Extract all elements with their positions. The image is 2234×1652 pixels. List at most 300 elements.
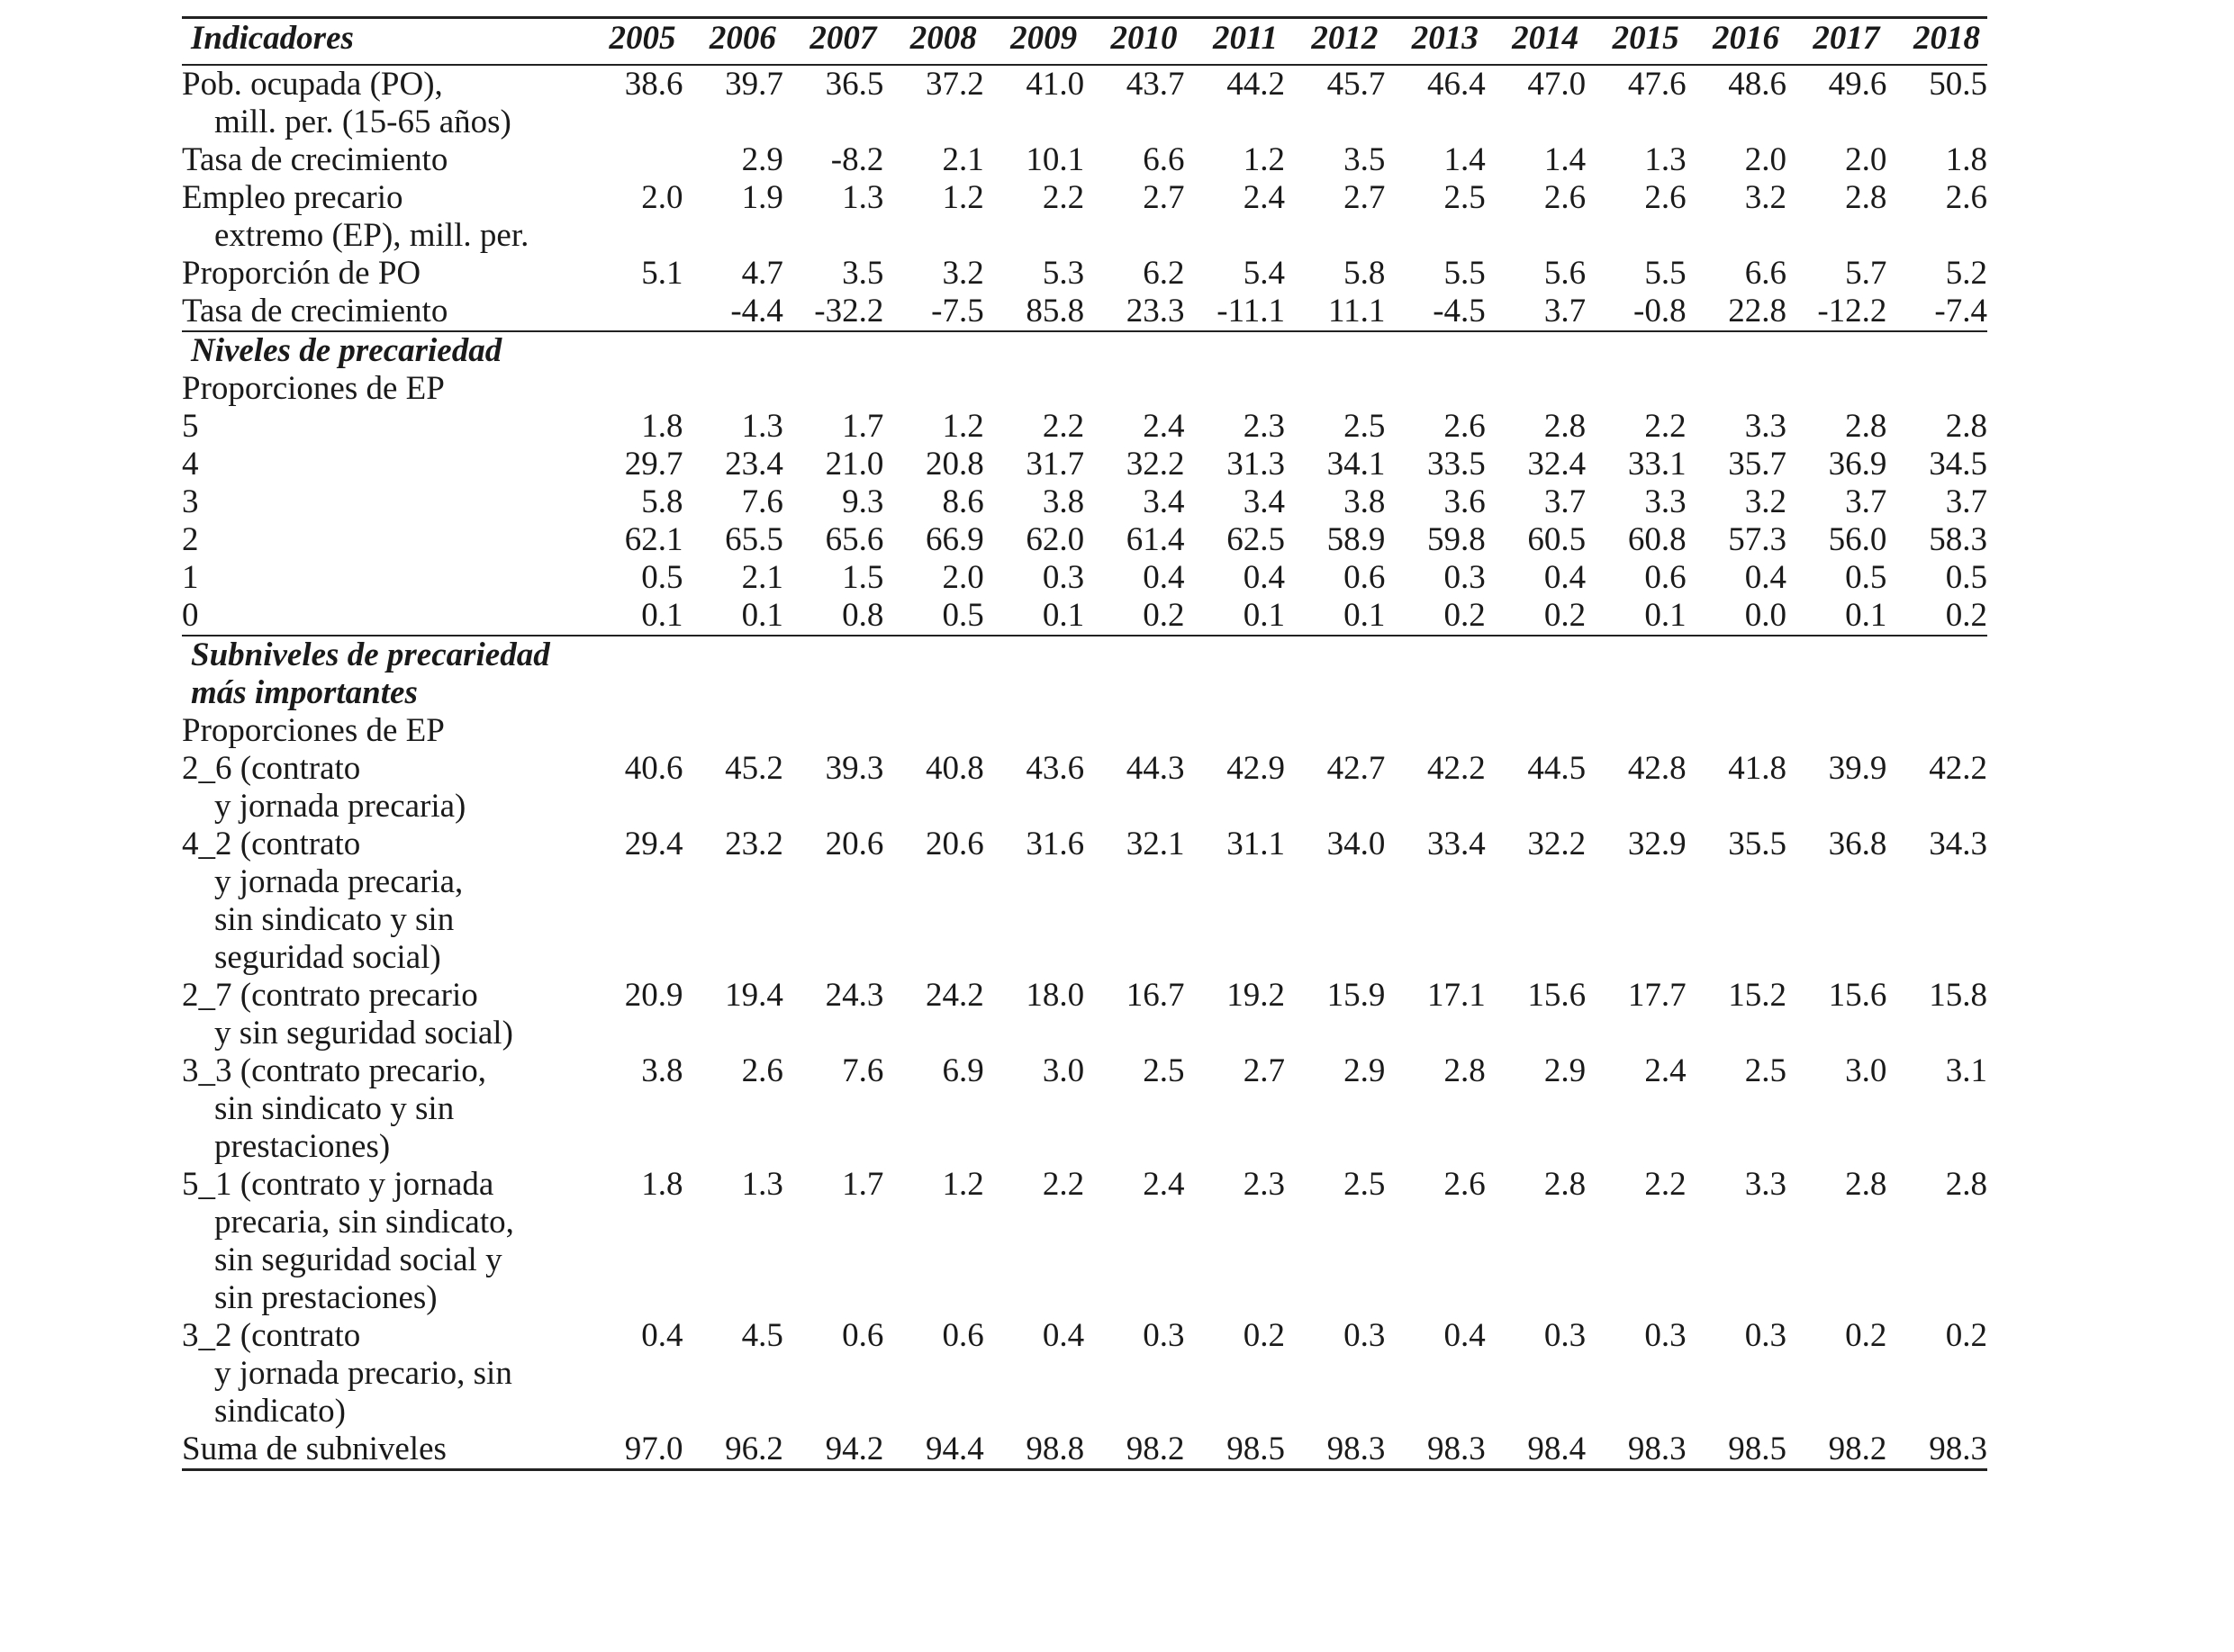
cell-value: 8.6 bbox=[942, 483, 984, 520]
header-year: 2016 bbox=[1712, 20, 1779, 57]
cell-value: 34.0 bbox=[1326, 826, 1386, 862]
cell-value: 3.5 bbox=[842, 255, 884, 292]
row-label-line: Niveles de precariedad bbox=[191, 332, 502, 369]
cell-value: -11.1 bbox=[1216, 293, 1285, 329]
table-row bbox=[182, 826, 1987, 977]
table-row bbox=[182, 559, 1987, 597]
cell-value: 36.8 bbox=[1828, 826, 1887, 862]
header-year: 2013 bbox=[1411, 20, 1479, 57]
cell-value: 23.3 bbox=[1126, 293, 1185, 329]
section-title bbox=[182, 636, 583, 712]
cell-value: 1.3 bbox=[842, 179, 884, 216]
cell-value: 0.4 bbox=[1143, 559, 1185, 596]
cell-value: 2.2 bbox=[1042, 1166, 1085, 1203]
cell-value: 2.6 bbox=[1945, 179, 1987, 216]
cell-value bbox=[1687, 370, 1786, 408]
cell-value: 31.3 bbox=[1226, 446, 1285, 483]
row-label bbox=[182, 141, 583, 179]
row-label-line: 2_7 (contrato precario bbox=[182, 977, 478, 1014]
section-header-row bbox=[182, 636, 1987, 712]
cell-value bbox=[1687, 712, 1786, 750]
row-label-line: Proporción de PO bbox=[182, 255, 421, 292]
cell-value: -4.5 bbox=[1433, 293, 1486, 329]
cell-value bbox=[1886, 712, 1987, 750]
cell-value: 4.7 bbox=[741, 255, 783, 292]
row-label bbox=[182, 255, 583, 293]
cell-value: 49.6 bbox=[1828, 66, 1887, 103]
cell-value bbox=[1084, 331, 1184, 370]
cell-value: 5.8 bbox=[1343, 255, 1386, 292]
cell-value bbox=[984, 636, 1084, 712]
table-row bbox=[182, 370, 1987, 408]
cell-value: 0.5 bbox=[641, 559, 683, 596]
cell-value: 1.2 bbox=[1243, 141, 1285, 178]
cell-value: 42.8 bbox=[1627, 750, 1687, 787]
cell-value: 46.4 bbox=[1427, 66, 1486, 103]
cell-value: 33.5 bbox=[1427, 446, 1486, 483]
cell-value bbox=[1285, 712, 1385, 750]
cell-value bbox=[1185, 370, 1285, 408]
cell-value bbox=[683, 636, 783, 712]
cell-value bbox=[1687, 331, 1786, 370]
cell-value: 0.4 bbox=[1744, 559, 1786, 596]
cell-value: 2.2 bbox=[1644, 408, 1687, 445]
cell-value: 0.4 bbox=[1543, 559, 1587, 596]
cell-value: 0.3 bbox=[1644, 1317, 1687, 1354]
cell-value: 35.5 bbox=[1728, 826, 1786, 862]
cell-value: 94.2 bbox=[825, 1431, 884, 1467]
cell-value: 35.7 bbox=[1728, 446, 1786, 483]
table-row bbox=[182, 65, 1987, 141]
row-label bbox=[182, 977, 583, 1052]
cell-value bbox=[883, 331, 983, 370]
cell-value bbox=[1385, 636, 1485, 712]
cell-value bbox=[1586, 370, 1686, 408]
cell-value: 0.5 bbox=[942, 597, 984, 634]
cell-value: 2.3 bbox=[1243, 1166, 1285, 1203]
cell-value: 1.8 bbox=[641, 408, 683, 445]
cell-value: 98.3 bbox=[1929, 1431, 1987, 1467]
cell-value: 11.1 bbox=[1327, 293, 1386, 329]
cell-value bbox=[883, 370, 983, 408]
cell-value bbox=[1084, 712, 1184, 750]
cell-value bbox=[1886, 331, 1987, 370]
cell-value: 2.8 bbox=[1543, 408, 1587, 445]
cell-value bbox=[583, 636, 683, 712]
cell-value bbox=[1385, 712, 1485, 750]
cell-value: 37.2 bbox=[925, 66, 984, 103]
row-label bbox=[182, 65, 583, 141]
cell-value: 31.7 bbox=[1026, 446, 1085, 483]
table-row bbox=[182, 1166, 1987, 1317]
cell-value: 15.6 bbox=[1527, 977, 1587, 1014]
cell-value bbox=[1486, 370, 1586, 408]
cell-value: 20.6 bbox=[825, 826, 884, 862]
cell-value: 3.7 bbox=[1543, 293, 1587, 329]
cell-value: 2.8 bbox=[1845, 179, 1887, 216]
row-label bbox=[182, 483, 583, 521]
row-label-line: sin sindicato y sin bbox=[214, 901, 455, 938]
cell-value: 59.8 bbox=[1427, 521, 1486, 558]
table-row bbox=[182, 1431, 1987, 1470]
row-label-line: 3_3 (contrato precario, bbox=[182, 1052, 486, 1089]
row-label-line: 1 bbox=[182, 559, 199, 596]
row-label-line: 4 bbox=[182, 446, 199, 483]
row-label-line: 3 bbox=[182, 483, 199, 520]
cell-value: 1.7 bbox=[842, 1166, 884, 1203]
cell-value: 0.1 bbox=[641, 597, 683, 634]
header-year: 2005 bbox=[609, 20, 676, 57]
cell-value: 47.6 bbox=[1627, 66, 1687, 103]
cell-value: 15.9 bbox=[1326, 977, 1386, 1014]
cell-value: 0.1 bbox=[1243, 597, 1285, 634]
cell-value: 0.3 bbox=[1744, 1317, 1786, 1354]
cell-value: 0.2 bbox=[1143, 597, 1185, 634]
cell-value bbox=[783, 331, 883, 370]
cell-value: 98.3 bbox=[1427, 1431, 1486, 1467]
cell-value: 0.0 bbox=[1744, 597, 1786, 634]
cell-value: 1.3 bbox=[741, 1166, 783, 1203]
cell-value: 34.1 bbox=[1326, 446, 1386, 483]
row-label bbox=[182, 1317, 583, 1431]
cell-value: 0.3 bbox=[1443, 559, 1486, 596]
cell-value: 2.6 bbox=[741, 1052, 783, 1089]
cell-value: 32.9 bbox=[1627, 826, 1687, 862]
cell-value: 98.3 bbox=[1627, 1431, 1687, 1467]
cell-value: 32.2 bbox=[1527, 826, 1587, 862]
cell-value: 0.3 bbox=[1143, 1317, 1185, 1354]
cell-value: 0.3 bbox=[1343, 1317, 1386, 1354]
header-label: Indicadores bbox=[191, 20, 354, 57]
cell-value: 2.6 bbox=[1543, 179, 1587, 216]
cell-value: 2.4 bbox=[1143, 408, 1185, 445]
cell-value: 98.4 bbox=[1527, 1431, 1587, 1467]
cell-value bbox=[583, 293, 683, 331]
cell-value: 3.3 bbox=[1744, 408, 1786, 445]
cell-value: 39.3 bbox=[825, 750, 884, 787]
header-year: 2007 bbox=[809, 20, 877, 57]
cell-value bbox=[1285, 370, 1385, 408]
cell-value bbox=[1786, 636, 1886, 712]
cell-value: 7.6 bbox=[741, 483, 783, 520]
cell-value: 1.3 bbox=[741, 408, 783, 445]
cell-value bbox=[1786, 712, 1886, 750]
cell-value bbox=[1084, 636, 1184, 712]
cell-value: 2.6 bbox=[1644, 179, 1687, 216]
row-label-line: y jornada precaria, bbox=[214, 863, 464, 900]
row-label bbox=[182, 446, 583, 483]
cell-value: 43.7 bbox=[1126, 66, 1185, 103]
section-title bbox=[182, 331, 583, 370]
cell-value: 29.7 bbox=[624, 446, 683, 483]
cell-value: 42.9 bbox=[1226, 750, 1285, 787]
cell-value: 0.2 bbox=[1543, 597, 1587, 634]
cell-value: 1.2 bbox=[942, 1166, 984, 1203]
header-year: 2006 bbox=[709, 20, 776, 57]
cell-value: 2.0 bbox=[641, 179, 683, 216]
cell-value bbox=[984, 370, 1084, 408]
header-year: 2017 bbox=[1813, 20, 1880, 57]
header-year: 2011 bbox=[1212, 20, 1278, 57]
header-year: 2014 bbox=[1512, 20, 1579, 57]
cell-value: 4.5 bbox=[741, 1317, 783, 1354]
cell-value: 0.5 bbox=[1845, 559, 1887, 596]
cell-value: -4.4 bbox=[730, 293, 783, 329]
row-label bbox=[182, 179, 583, 255]
cell-value: 24.2 bbox=[925, 977, 984, 1014]
row-label-line: 5_1 (contrato y jornada bbox=[182, 1166, 494, 1203]
cell-value: 43.6 bbox=[1026, 750, 1085, 787]
cell-value: 1.9 bbox=[741, 179, 783, 216]
cell-value: 1.2 bbox=[942, 179, 984, 216]
cell-value: 36.9 bbox=[1828, 446, 1887, 483]
row-label-line: 4_2 (contrato bbox=[182, 826, 361, 862]
cell-value: 29.4 bbox=[624, 826, 683, 862]
cell-value: 32.2 bbox=[1126, 446, 1185, 483]
cell-value: 2.2 bbox=[1042, 179, 1085, 216]
row-label bbox=[182, 293, 583, 331]
cell-value bbox=[1786, 370, 1886, 408]
cell-value: 15.8 bbox=[1929, 977, 1987, 1014]
cell-value: 2.2 bbox=[1042, 408, 1085, 445]
table-row bbox=[182, 141, 1987, 179]
row-label-line: sin sindicato y sin bbox=[214, 1090, 455, 1127]
cell-value: 2.6 bbox=[1443, 408, 1486, 445]
header-year: 2015 bbox=[1612, 20, 1679, 57]
cell-value: 98.2 bbox=[1126, 1431, 1185, 1467]
cell-value: 85.8 bbox=[1026, 293, 1085, 329]
row-label-line: 2 bbox=[182, 521, 199, 558]
row-label-line: más importantes bbox=[191, 674, 418, 711]
cell-value: 2.2 bbox=[1644, 1166, 1687, 1203]
cell-value bbox=[683, 370, 783, 408]
cell-value: 2.4 bbox=[1243, 179, 1285, 216]
cell-value: 2.0 bbox=[1845, 141, 1887, 178]
cell-value: 0.2 bbox=[1243, 1317, 1285, 1354]
row-label-line: 3_2 (contrato bbox=[182, 1317, 361, 1354]
cell-value: 40.8 bbox=[925, 750, 984, 787]
cell-value: 3.7 bbox=[1845, 483, 1887, 520]
cell-value: 2.5 bbox=[1744, 1052, 1786, 1089]
table-row bbox=[182, 1317, 1987, 1431]
cell-value: 39.7 bbox=[725, 66, 783, 103]
cell-value: 1.8 bbox=[1945, 141, 1987, 178]
cell-value: 2.0 bbox=[942, 559, 984, 596]
cell-value: 3.3 bbox=[1744, 1166, 1786, 1203]
cell-value bbox=[1486, 331, 1586, 370]
cell-value: 20.8 bbox=[925, 446, 984, 483]
cell-value: 60.8 bbox=[1627, 521, 1687, 558]
table-row bbox=[182, 293, 1987, 331]
cell-value: 44.5 bbox=[1527, 750, 1587, 787]
cell-value: 2.4 bbox=[1644, 1052, 1687, 1089]
cell-value: 3.4 bbox=[1243, 483, 1285, 520]
cell-value: 0.5 bbox=[1945, 559, 1987, 596]
cell-value: 61.4 bbox=[1126, 521, 1185, 558]
table-header-row bbox=[182, 18, 1987, 66]
cell-value bbox=[1285, 331, 1385, 370]
row-label-line: Tasa de crecimiento bbox=[182, 141, 448, 178]
cell-value: 65.5 bbox=[725, 521, 783, 558]
cell-value: 56.0 bbox=[1828, 521, 1887, 558]
cell-value: 36.5 bbox=[825, 66, 884, 103]
cell-value bbox=[1185, 712, 1285, 750]
cell-value bbox=[1687, 636, 1786, 712]
cell-value bbox=[583, 141, 683, 179]
cell-value: 0.1 bbox=[1644, 597, 1687, 634]
row-label-line: y sin seguridad social) bbox=[214, 1015, 513, 1052]
cell-value: 34.3 bbox=[1929, 826, 1987, 862]
cell-value: 0.3 bbox=[1042, 559, 1085, 596]
cell-value: 58.9 bbox=[1326, 521, 1386, 558]
cell-value: 62.5 bbox=[1226, 521, 1285, 558]
cell-value bbox=[1886, 370, 1987, 408]
table-row bbox=[182, 597, 1987, 636]
cell-value: -7.4 bbox=[1934, 293, 1987, 329]
table-row bbox=[182, 255, 1987, 293]
cell-value bbox=[583, 331, 683, 370]
cell-value bbox=[1786, 331, 1886, 370]
cell-value: 1.4 bbox=[1443, 141, 1486, 178]
cell-value: 44.3 bbox=[1126, 750, 1185, 787]
cell-value: -32.2 bbox=[814, 293, 884, 329]
row-label-line: Proporciones de EP bbox=[182, 712, 445, 749]
cell-value: 41.0 bbox=[1026, 66, 1085, 103]
cell-value: 65.6 bbox=[825, 521, 884, 558]
row-label-line: 5 bbox=[182, 408, 199, 445]
cell-value: 0.4 bbox=[641, 1317, 683, 1354]
cell-value bbox=[583, 712, 683, 750]
cell-value: 2.8 bbox=[1945, 1166, 1987, 1203]
row-label-line: 0 bbox=[182, 597, 199, 634]
row-label bbox=[182, 559, 583, 597]
cell-value: 58.3 bbox=[1929, 521, 1987, 558]
cell-value: 0.4 bbox=[1443, 1317, 1486, 1354]
cell-value: 1.8 bbox=[641, 1166, 683, 1203]
cell-value bbox=[1486, 636, 1586, 712]
cell-value: 23.2 bbox=[725, 826, 783, 862]
cell-value: 2.9 bbox=[1543, 1052, 1587, 1089]
indicators-table bbox=[182, 16, 1987, 1471]
cell-value: 2.6 bbox=[1443, 1166, 1486, 1203]
cell-value: 2.5 bbox=[1343, 1166, 1386, 1203]
section-header-row bbox=[182, 331, 1987, 370]
cell-value: 7.6 bbox=[842, 1052, 884, 1089]
cell-value: 2.9 bbox=[1343, 1052, 1386, 1089]
cell-value: 3.7 bbox=[1543, 483, 1587, 520]
row-label-line: 2_6 (contrato bbox=[182, 750, 361, 787]
cell-value: 3.8 bbox=[1042, 483, 1085, 520]
cell-value: 44.2 bbox=[1226, 66, 1285, 103]
row-label-line: sindicato) bbox=[214, 1393, 346, 1430]
cell-value: 66.9 bbox=[925, 521, 984, 558]
cell-value: 3.2 bbox=[942, 255, 984, 292]
cell-value: 3.3 bbox=[1644, 483, 1687, 520]
cell-value: 0.2 bbox=[1443, 597, 1486, 634]
cell-value: 3.1 bbox=[1945, 1052, 1987, 1089]
row-label-line: Tasa de crecimiento bbox=[182, 293, 448, 329]
row-label bbox=[182, 597, 583, 636]
row-label bbox=[182, 1052, 583, 1166]
cell-value: 2.7 bbox=[1343, 179, 1386, 216]
cell-value bbox=[1185, 636, 1285, 712]
cell-value: 3.2 bbox=[1744, 483, 1786, 520]
cell-value: 3.8 bbox=[1343, 483, 1386, 520]
cell-value: 20.6 bbox=[925, 826, 984, 862]
cell-value: 2.9 bbox=[741, 141, 783, 178]
cell-value: 10.1 bbox=[1026, 141, 1085, 178]
row-label-line: y jornada precaria) bbox=[214, 788, 466, 825]
cell-value: 2.8 bbox=[1443, 1052, 1486, 1089]
cell-value: 1.7 bbox=[842, 408, 884, 445]
cell-value: 2.5 bbox=[1443, 179, 1486, 216]
cell-value: 42.2 bbox=[1427, 750, 1486, 787]
cell-value: 2.7 bbox=[1143, 179, 1185, 216]
cell-value: 17.7 bbox=[1627, 977, 1687, 1014]
cell-value: 2.1 bbox=[741, 559, 783, 596]
cell-value: 57.3 bbox=[1728, 521, 1786, 558]
table-body bbox=[182, 65, 1987, 1470]
row-label-line: y jornada precario, sin bbox=[214, 1355, 512, 1392]
cell-value: 18.0 bbox=[1026, 977, 1085, 1014]
cell-value: 0.1 bbox=[1042, 597, 1085, 634]
cell-value: 98.3 bbox=[1326, 1431, 1386, 1467]
row-label-line: seguridad social) bbox=[214, 939, 441, 976]
cell-value: 97.0 bbox=[624, 1431, 683, 1467]
cell-value: 2.1 bbox=[942, 141, 984, 178]
cell-value: 15.6 bbox=[1828, 977, 1887, 1014]
row-label-line: prestaciones) bbox=[214, 1128, 391, 1165]
cell-value: 21.0 bbox=[825, 446, 884, 483]
row-label bbox=[182, 1431, 583, 1470]
cell-value: 0.4 bbox=[1243, 559, 1285, 596]
cell-value bbox=[1586, 636, 1686, 712]
table-row bbox=[182, 977, 1987, 1052]
header-year: 2012 bbox=[1311, 20, 1379, 57]
cell-value: 5.7 bbox=[1845, 255, 1887, 292]
cell-value bbox=[783, 636, 883, 712]
cell-value: 3.0 bbox=[1042, 1052, 1085, 1089]
cell-value: 2.8 bbox=[1543, 1166, 1587, 1203]
cell-value: 3.5 bbox=[1343, 141, 1386, 178]
cell-value: 38.6 bbox=[624, 66, 683, 103]
cell-value: 2.7 bbox=[1243, 1052, 1285, 1089]
cell-value: 2.4 bbox=[1143, 1166, 1185, 1203]
cell-value: 0.4 bbox=[1042, 1317, 1085, 1354]
cell-value: 2.8 bbox=[1845, 1166, 1887, 1203]
cell-value: 42.2 bbox=[1929, 750, 1987, 787]
cell-value: 96.2 bbox=[725, 1431, 783, 1467]
cell-value: 5.1 bbox=[641, 255, 683, 292]
table-row bbox=[182, 179, 1987, 255]
cell-value bbox=[1185, 331, 1285, 370]
cell-value: 23.4 bbox=[725, 446, 783, 483]
cell-value: 19.2 bbox=[1226, 977, 1285, 1014]
table-row bbox=[182, 712, 1987, 750]
cell-value bbox=[683, 331, 783, 370]
cell-value: 98.2 bbox=[1828, 1431, 1887, 1467]
cell-value: 45.2 bbox=[725, 750, 783, 787]
row-label bbox=[182, 826, 583, 977]
cell-value: 0.3 bbox=[1543, 1317, 1587, 1354]
row-label-line: precaria, sin sindicato, bbox=[214, 1204, 514, 1241]
cell-value: 5.3 bbox=[1042, 255, 1085, 292]
cell-value: 41.8 bbox=[1728, 750, 1786, 787]
cell-value: 42.7 bbox=[1326, 750, 1386, 787]
row-label-line: extremo (EP), mill. per. bbox=[214, 217, 529, 254]
cell-value: 3.7 bbox=[1945, 483, 1987, 520]
table-row bbox=[182, 750, 1987, 826]
